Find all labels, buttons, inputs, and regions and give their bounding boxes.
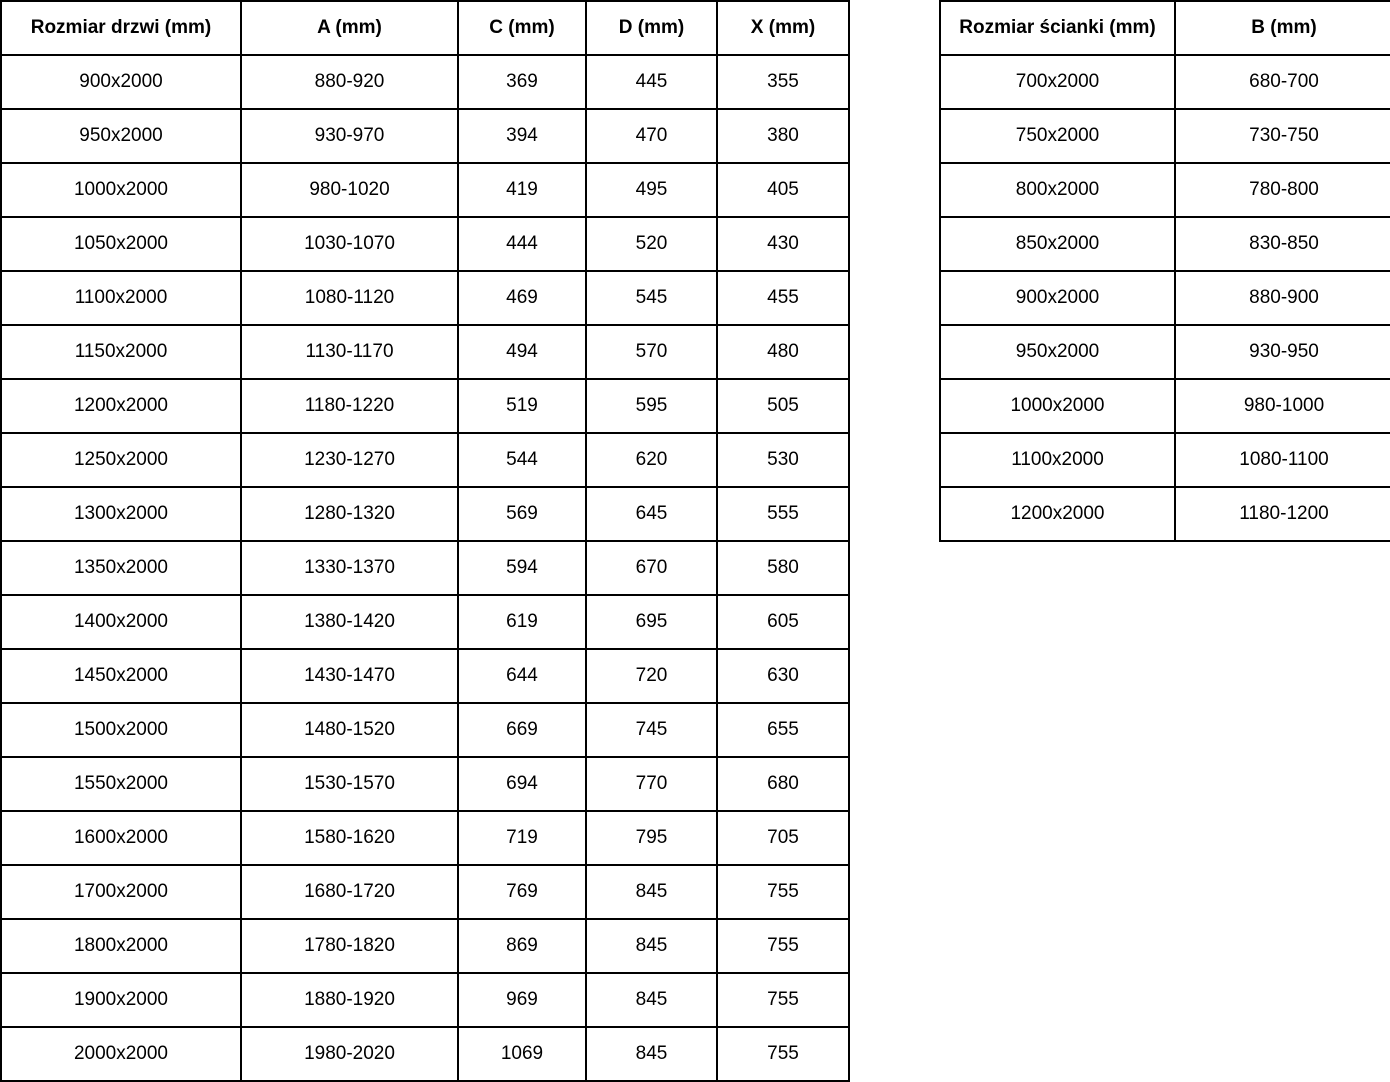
table-cell: 419 [458,163,586,217]
table-cell: 755 [717,1027,849,1081]
table-row [940,163,1390,217]
table-cell: 369 [458,55,586,109]
table-cell: 1430-1470 [241,649,458,703]
table-cell: 969 [458,973,586,1027]
table-cell: 750x2000 [940,109,1175,163]
table-cell: 670 [586,541,717,595]
table-cell: 380 [717,109,849,163]
table-cell: 630 [717,649,849,703]
table-cell: 619 [458,595,586,649]
table-cell: 1530-1570 [241,757,458,811]
table-cell: 570 [586,325,717,379]
table-row [940,271,1390,325]
table-cell: 880-920 [241,55,458,109]
table-cell: 1069 [458,1027,586,1081]
table-cell: 555 [717,487,849,541]
table-row [940,379,1390,433]
table-cell: 1980-2020 [241,1027,458,1081]
table-cell: 1130-1170 [241,325,458,379]
table-row [1,811,849,865]
table-cell: 645 [586,487,717,541]
table-row [1,271,849,325]
table-cell: 755 [717,865,849,919]
table-cell: 755 [717,973,849,1027]
table-row [940,433,1390,487]
table-cell: 1050x2000 [1,217,241,271]
table-cell: 1100x2000 [940,433,1175,487]
table-cell: 594 [458,541,586,595]
table-cell: 1150x2000 [1,325,241,379]
table-cell: 1180-1220 [241,379,458,433]
table-cell: 845 [586,1027,717,1081]
table-cell: 1580-1620 [241,811,458,865]
table-cell: 530 [717,433,849,487]
table-cell: 930-970 [241,109,458,163]
table-cell: 719 [458,811,586,865]
table-row [1,163,849,217]
table-cell: 1700x2000 [1,865,241,919]
table-cell: 780-800 [1175,163,1390,217]
table-row [1,109,849,163]
table-row [1,757,849,811]
table-cell: 950x2000 [940,325,1175,379]
table-cell: 695 [586,595,717,649]
table-row [1,325,849,379]
table-cell: 1000x2000 [940,379,1175,433]
table-cell: 1800x2000 [1,919,241,973]
column-header: C (mm) [458,1,586,55]
table-cell: 880-900 [1175,271,1390,325]
column-header: Rozmiar ścianki (mm) [940,1,1175,55]
table-cell: 495 [586,163,717,217]
table-cell: 580 [717,541,849,595]
table-cell: 455 [717,271,849,325]
table-cell: 669 [458,703,586,757]
table-cell: 845 [586,865,717,919]
table-cell: 620 [586,433,717,487]
table-cell: 1300x2000 [1,487,241,541]
table-cell: 680-700 [1175,55,1390,109]
table-cell: 745 [586,703,717,757]
table-row [1,919,849,973]
table-row [1,703,849,757]
table-cell: 1880-1920 [241,973,458,1027]
table-cell: 655 [717,703,849,757]
table-cell: 545 [586,271,717,325]
table-row [940,217,1390,271]
table-cell: 444 [458,217,586,271]
table-cell: 1330-1370 [241,541,458,595]
table-cell: 1380-1420 [241,595,458,649]
table-cell: 470 [586,109,717,163]
table-cell: 900x2000 [940,271,1175,325]
table-cell: 569 [458,487,586,541]
table-cell: 950x2000 [1,109,241,163]
table-cell: 770 [586,757,717,811]
table-cell: 505 [717,379,849,433]
table-cell: 705 [717,811,849,865]
table-cell: 519 [458,379,586,433]
table-row [1,865,849,919]
table-cell: 800x2000 [940,163,1175,217]
column-header: X (mm) [717,1,849,55]
wall-size-table [939,0,1390,542]
table-cell: 700x2000 [940,55,1175,109]
column-header: A (mm) [241,1,458,55]
table-cell: 469 [458,271,586,325]
table-cell: 1180-1200 [1175,487,1390,541]
table-cell: 2000x2000 [1,1027,241,1081]
table-cell: 1030-1070 [241,217,458,271]
table-cell: 1500x2000 [1,703,241,757]
table-cell: 605 [717,595,849,649]
table-cell: 730-750 [1175,109,1390,163]
table-row [1,973,849,1027]
table-cell: 595 [586,379,717,433]
column-header: D (mm) [586,1,717,55]
table-cell: 355 [717,55,849,109]
table-row [940,55,1390,109]
table-cell: 520 [586,217,717,271]
table-cell: 900x2000 [1,55,241,109]
table-cell: 1000x2000 [1,163,241,217]
table-cell: 830-850 [1175,217,1390,271]
table-cell: 795 [586,811,717,865]
column-header: B (mm) [1175,1,1390,55]
table-cell: 869 [458,919,586,973]
table-row [1,379,849,433]
table-cell: 1080-1100 [1175,433,1390,487]
table-row [1,541,849,595]
table-cell: 1450x2000 [1,649,241,703]
table-row [1,595,849,649]
table-cell: 845 [586,973,717,1027]
table-cell: 720 [586,649,717,703]
table-row [1,1027,849,1081]
table-row [1,649,849,703]
table-cell: 930-950 [1175,325,1390,379]
table-cell: 755 [717,919,849,973]
column-header: Rozmiar drzwi (mm) [1,1,241,55]
table-cell: 1480-1520 [241,703,458,757]
table-cell: 1100x2000 [1,271,241,325]
table-cell: 1550x2000 [1,757,241,811]
table-cell: 1900x2000 [1,973,241,1027]
table-cell: 1600x2000 [1,811,241,865]
header-row [940,1,1390,55]
table-row [1,433,849,487]
table-row [1,217,849,271]
table-row [1,487,849,541]
table-row [1,55,849,109]
table-cell: 1200x2000 [1,379,241,433]
table-cell: 405 [717,163,849,217]
table-cell: 769 [458,865,586,919]
table-cell: 544 [458,433,586,487]
table-cell: 980-1020 [241,163,458,217]
table-cell: 850x2000 [940,217,1175,271]
table-cell: 694 [458,757,586,811]
table-cell: 480 [717,325,849,379]
header-row [1,1,849,55]
table-cell: 394 [458,109,586,163]
table-cell: 1350x2000 [1,541,241,595]
table-cell: 494 [458,325,586,379]
table-row [940,487,1390,541]
table-cell: 845 [586,919,717,973]
table-cell: 1250x2000 [1,433,241,487]
table-cell: 1400x2000 [1,595,241,649]
table-cell: 644 [458,649,586,703]
table-cell: 980-1000 [1175,379,1390,433]
table-cell: 1780-1820 [241,919,458,973]
table-row [940,109,1390,163]
table-cell: 430 [717,217,849,271]
table-cell: 1080-1120 [241,271,458,325]
table-cell: 680 [717,757,849,811]
table-row [940,325,1390,379]
table-cell: 1230-1270 [241,433,458,487]
table-cell: 445 [586,55,717,109]
table-cell: 1280-1320 [241,487,458,541]
table-cell: 1680-1720 [241,865,458,919]
table-cell: 1200x2000 [940,487,1175,541]
